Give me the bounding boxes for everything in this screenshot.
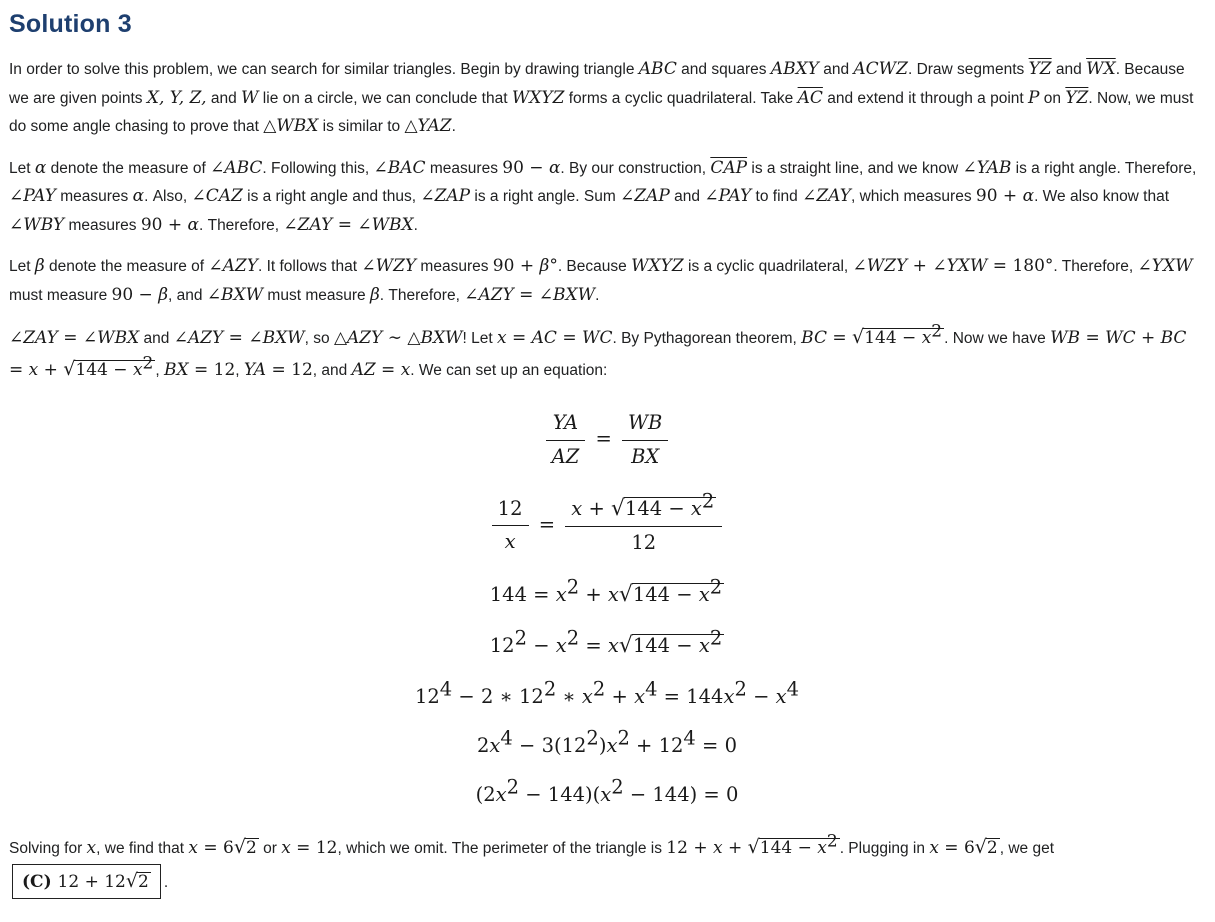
math-run: ∠YAB <box>962 157 1012 178</box>
fraction-denominator <box>622 441 668 471</box>
math-number-run: − 144) = 0 <box>623 783 739 807</box>
math-run: β <box>158 284 169 305</box>
superscript: 4 <box>645 677 658 701</box>
radical-sign-icon: √ <box>233 835 246 858</box>
sqrt-argument <box>137 872 151 893</box>
math-run: x <box>698 634 710 658</box>
math-run: x <box>698 582 710 606</box>
superscript: 4 <box>500 726 513 750</box>
sqrt-expression <box>852 321 944 349</box>
superscript: 4 <box>683 726 696 750</box>
math-run: α <box>187 214 199 235</box>
sqrt-argument <box>986 838 1000 859</box>
sqrt-argument <box>632 626 724 658</box>
math-run: x <box>690 497 702 521</box>
math-run: ∠CAZ <box>191 186 243 207</box>
math-run: ∠BAC <box>373 157 426 178</box>
text-run: . <box>451 118 456 136</box>
math-number-run: 12 + <box>666 837 713 858</box>
math-run: x <box>921 328 932 349</box>
math-run: ∠WZY + ∠YXW <box>852 256 988 277</box>
math-run: ∠ZAY = ∠WBX <box>9 328 140 349</box>
text-run: , and <box>312 362 352 380</box>
sqrt-expression <box>125 869 151 892</box>
math-run: W <box>241 87 259 108</box>
sqrt-expression <box>974 835 1000 858</box>
text-run: is a cyclic quadrilateral, <box>683 258 853 276</box>
math-number-run: 2 <box>986 837 998 858</box>
text-run: ! Let <box>462 330 497 348</box>
text-run: , we find that <box>96 839 189 857</box>
math-number-run: 90 − <box>111 284 159 305</box>
display-equation <box>9 677 1205 710</box>
math-number-run: = 144 <box>657 684 724 708</box>
math-run: x <box>281 837 291 858</box>
superscript: 2 <box>709 575 723 599</box>
superscript: 2 <box>592 677 606 701</box>
math-number-run: 144 − <box>632 582 699 606</box>
math-run: △YAZ <box>404 116 452 137</box>
math-run: ∠AZY = ∠BXW <box>173 328 305 349</box>
math-number-run: − 144)( <box>519 783 601 807</box>
text-run: denote the measure of <box>44 258 209 276</box>
text-run: , and <box>168 286 207 304</box>
math-number-run: = 12 <box>266 360 313 381</box>
text-run: or <box>258 839 282 857</box>
text-run: must measure <box>263 286 370 304</box>
math-run: ∠WBY <box>9 214 65 235</box>
superscript: 2 <box>709 626 723 650</box>
fraction-numerator <box>546 409 586 440</box>
superscript: 2 <box>734 677 747 701</box>
fraction <box>492 495 529 557</box>
math-run: x <box>495 783 507 807</box>
display-equation <box>9 775 1205 808</box>
paragraph <box>9 55 1205 141</box>
text-run: . We also know that <box>1034 188 1170 206</box>
fraction-denominator <box>546 441 586 471</box>
math-number-run: 12 <box>631 531 657 555</box>
math-number-run: 144 − <box>632 634 699 658</box>
text-run: is a right angle. Therefore, <box>1011 159 1197 177</box>
math-run: ∠BXW <box>206 284 264 305</box>
math-run: ∠AZY <box>208 256 258 277</box>
text-run: is a right angle. Sum <box>470 188 621 206</box>
answer-box <box>12 864 161 900</box>
math-number-run: ∗ <box>556 684 582 708</box>
text-run: . Following this, <box>262 159 374 177</box>
text-run: and <box>1051 61 1087 78</box>
text-run: must measure <box>9 286 112 304</box>
math-run: α <box>1022 186 1035 207</box>
math-run: α <box>132 186 145 207</box>
math-run: BC <box>801 328 827 349</box>
sqrt-expression <box>747 830 840 858</box>
math-number-run: 90 + <box>492 256 540 277</box>
math-run: α <box>548 157 561 178</box>
math-run: YA <box>552 411 579 435</box>
text-run: is a right angle and thus, <box>242 188 421 206</box>
text-run: . <box>413 216 418 234</box>
overline-segment: $\overline{CAP}$ <box>710 157 748 178</box>
text-run: is a straight line, and we know <box>747 159 963 177</box>
text-run: , we get <box>999 839 1055 857</box>
display-equation <box>9 575 1205 609</box>
math-run: AZ = x <box>351 360 411 381</box>
math-number-run: − 2 ∗ 12 <box>452 684 544 708</box>
math-run: x <box>132 360 143 381</box>
text-run: measures <box>64 216 141 234</box>
superscript: 2 <box>566 626 580 650</box>
superscript: 4 <box>786 677 800 701</box>
radical-sign-icon: √ <box>618 633 633 659</box>
math-run: x <box>607 634 619 658</box>
math-run: x <box>581 684 593 708</box>
superscript: 2 <box>611 775 624 799</box>
text-run: and <box>139 330 174 348</box>
math-number-run: = 6 <box>938 837 975 858</box>
fraction-numerator <box>622 409 668 440</box>
math-number-run: 90 − <box>502 157 549 178</box>
math-number-run: = <box>826 328 853 349</box>
text-run: forms a cyclic quadrilateral. Take <box>564 89 798 107</box>
math-number-run: = 180° <box>987 256 1054 277</box>
math-number-run: 144 − <box>864 328 922 349</box>
text-run: . Therefore, <box>379 286 465 304</box>
superscript: 4 <box>439 677 453 701</box>
math-run: △WBX <box>263 116 319 137</box>
solution-content <box>9 55 1205 899</box>
superscript: 2 <box>586 726 599 750</box>
superscript: 2 <box>931 321 943 342</box>
math-number-run: (2 <box>475 783 496 807</box>
sqrt-argument <box>863 321 944 349</box>
sqrt-argument <box>74 353 155 381</box>
sqrt-expression <box>618 626 724 659</box>
math-run: x <box>188 837 198 858</box>
fraction <box>622 409 668 471</box>
math-number-run: 144 − <box>759 837 818 858</box>
text-run: and extend it through a point <box>822 89 1029 107</box>
math-run: WB <box>628 411 663 435</box>
text-run: Let <box>9 258 35 276</box>
math-number-run: − 3(12 <box>512 733 587 757</box>
math-number-run: 2 <box>138 871 149 892</box>
display-equation <box>9 489 1205 558</box>
text-run: . Therefore, <box>198 216 284 234</box>
text-run: , so <box>304 330 334 348</box>
fraction-denominator <box>565 527 722 557</box>
fraction-numerator <box>492 495 529 526</box>
math-run: ACWZ <box>853 59 908 79</box>
math-run: ∠ABC <box>210 157 263 178</box>
text-run: In order to solve this problem, we can search for similar triangles. Begin by drawing triangle <box>9 61 639 78</box>
math-run: BX <box>163 360 189 381</box>
math-run: β <box>539 256 550 277</box>
math-number-run: 12 <box>497 497 523 521</box>
superscript: 2 <box>701 489 715 513</box>
radical-sign-icon: √ <box>618 581 633 607</box>
math-run: WXYZ <box>631 256 684 277</box>
math-number-run: 2 <box>476 733 490 757</box>
math-run: x <box>555 582 567 606</box>
math-run: x <box>775 684 787 708</box>
math-number-run: ) <box>598 733 607 757</box>
math-run: x <box>504 530 516 554</box>
math-number-run: − <box>746 684 776 708</box>
math-run: WXYZ <box>511 87 565 108</box>
paragraph <box>9 832 1205 900</box>
superscript: 2 <box>566 575 580 599</box>
text-run: . We can set up an equation: <box>410 362 608 380</box>
paragraph <box>9 154 1205 240</box>
superscript: 2 <box>142 353 154 374</box>
math-number-run: 90 + <box>140 214 188 235</box>
text-run: . It follows that <box>257 258 362 276</box>
text-run: , which measures <box>850 188 976 206</box>
text-run: lie on a circle, we can conclude that <box>258 89 512 107</box>
text-run: and squares <box>676 61 771 78</box>
sqrt-expression <box>63 353 155 381</box>
overline-segment: $\overline{AC}$ <box>797 87 823 108</box>
display-equation <box>9 726 1205 759</box>
superscript: 2 <box>826 830 838 851</box>
overline-segment: $\overline{WX}$ <box>1086 59 1116 79</box>
math-number-run: = <box>589 427 618 451</box>
sqrt-expression <box>233 835 259 858</box>
math-number-run: 144 − <box>75 360 133 381</box>
math-number-run: = <box>579 634 608 658</box>
fraction <box>565 489 722 558</box>
bold-math-run: (C) <box>22 871 58 892</box>
math-number-run: ° <box>549 256 558 277</box>
math-run: ∠WZY <box>361 256 417 277</box>
text-run: and <box>206 89 242 107</box>
text-run: . Also, <box>144 188 192 206</box>
math-run: BX <box>631 444 660 468</box>
math-number-run: 12 + 12 <box>57 871 126 892</box>
superscript: 2 <box>514 626 527 650</box>
math-run: △AZY ∼ △BXW <box>333 328 463 349</box>
math-number-run: + <box>579 582 608 606</box>
text-run: . Plugging in <box>839 839 930 857</box>
text-run: , <box>235 362 244 380</box>
math-number-run: = 0 <box>695 733 737 757</box>
sqrt-expression <box>611 489 716 522</box>
math-number-run: = 6 <box>197 837 234 858</box>
text-run: measures <box>55 188 133 206</box>
radical-sign-icon: √ <box>974 835 987 858</box>
text-run: , <box>155 362 164 380</box>
math-run: x <box>929 837 939 858</box>
fraction <box>546 409 586 471</box>
sqrt-argument <box>245 838 259 859</box>
math-run: x <box>634 684 646 708</box>
text-run: Solving for <box>9 839 87 857</box>
math-number-run: 12 <box>489 634 515 658</box>
page-title: Solution 3 <box>9 10 132 38</box>
math-run: x <box>606 733 618 757</box>
math-number-run: − <box>527 634 556 658</box>
math-run: x <box>712 837 723 858</box>
math-run: x = AC = WC <box>497 328 613 349</box>
text-run: . Draw segments <box>907 61 1029 78</box>
text-run: . <box>163 873 169 891</box>
math-run: AZ <box>551 444 580 468</box>
math-run: x <box>600 783 612 807</box>
math-run: β <box>34 256 45 277</box>
text-run: to find <box>751 188 803 206</box>
math-run: ABXY <box>770 59 819 79</box>
math-run: P <box>1028 87 1040 108</box>
math-number-run: = 12 <box>188 360 236 381</box>
math-run: x <box>817 837 827 858</box>
radical-sign-icon: √ <box>63 358 76 381</box>
math-run: x <box>489 733 501 757</box>
text-run: denote the measure of <box>46 159 211 177</box>
math-number-run: = 12 <box>290 837 338 858</box>
paragraph <box>9 322 1205 386</box>
text-run: and <box>818 61 854 78</box>
math-run: ∠PAY <box>9 186 56 207</box>
math-run: x <box>86 837 97 858</box>
sqrt-argument <box>759 830 840 859</box>
sqrt-expression <box>618 575 724 607</box>
superscript: 2 <box>617 726 630 750</box>
superscript: 2 <box>506 775 520 799</box>
superscript: 2 <box>543 677 557 701</box>
text-run: . By Pythagorean theorem, <box>612 330 802 348</box>
text-run: . Therefore, <box>1053 258 1138 276</box>
math-number-run: 2 <box>245 837 257 858</box>
text-run: . Now we have <box>944 330 1051 348</box>
math-run: ∠ZAP <box>420 186 471 207</box>
math-number-run: 12 <box>414 684 440 708</box>
math-number-run: 144 = <box>489 582 556 606</box>
math-run: YA <box>243 360 267 381</box>
text-run: . <box>595 286 600 304</box>
text-run: . Because we are given points <box>9 61 1185 107</box>
fraction-numerator <box>565 489 722 527</box>
math-run: ∠PAY <box>704 186 752 207</box>
display-equation <box>9 409 1205 471</box>
math-run: x <box>555 634 567 658</box>
math-run: β <box>369 284 380 305</box>
text-run: and <box>669 188 705 206</box>
math-run: x <box>723 684 735 708</box>
math-run: WB = WC + BC = x + <box>9 328 1187 381</box>
radical-sign-icon: √ <box>125 869 139 892</box>
text-run: on <box>1039 89 1066 107</box>
text-run: Let <box>9 159 35 177</box>
math-run: ∠ZAY <box>802 186 851 207</box>
fraction-denominator <box>492 526 529 556</box>
text-run: measures <box>416 258 493 276</box>
math-run: X, Y, Z, <box>146 87 207 108</box>
math-run: x <box>571 497 583 521</box>
overline-segment: $\overline{YZ}$ <box>1028 59 1052 79</box>
display-equation <box>9 626 1205 660</box>
sqrt-argument <box>624 489 716 521</box>
math-number-run: 90 + <box>975 186 1023 207</box>
math-number-run: 144 − <box>624 497 691 521</box>
text-run: . Because <box>557 258 632 276</box>
radical-sign-icon: √ <box>747 835 760 858</box>
text-run: is similar to <box>318 118 405 136</box>
sqrt-argument <box>632 575 724 606</box>
math-run: x <box>607 582 619 606</box>
math-number-run: = <box>532 513 562 537</box>
math-run: ∠ZAY = ∠WBX <box>283 214 414 235</box>
math-number-run: + <box>722 837 748 858</box>
math-run: α <box>34 157 47 178</box>
text-run: . Now, we must do some angle chasing to prove that <box>9 89 1194 136</box>
math-number-run: + <box>582 497 611 521</box>
math-run: ∠YXW <box>1137 256 1193 277</box>
math-number-run: + 12 <box>629 733 684 757</box>
text-run: . By our construction, <box>560 159 711 177</box>
radical-sign-icon: √ <box>852 326 865 349</box>
paragraph <box>9 252 1205 309</box>
math-number-run: + <box>605 684 635 708</box>
math-run: ABC <box>638 59 677 79</box>
text-run: measures <box>425 159 503 177</box>
radical-sign-icon: √ <box>611 496 625 522</box>
text-run: , which we omit. The perimeter of the triangle is <box>337 839 667 857</box>
math-run: ∠AZY = ∠BXW <box>464 284 596 305</box>
overline-segment: $\overline{YZ}$ <box>1065 87 1089 108</box>
math-run: ∠ZAP <box>620 186 670 207</box>
